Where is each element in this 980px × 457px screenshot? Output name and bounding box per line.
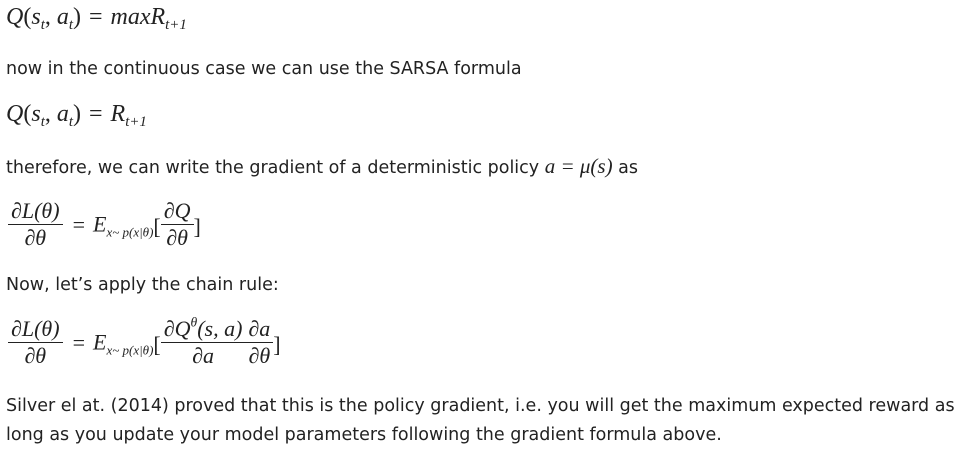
eq3-lhs-fraction bbox=[8, 198, 63, 251]
eq1-comma: , bbox=[44, 4, 51, 30]
eq4-second-fraction bbox=[245, 316, 273, 369]
eq4-right-bracket: ] bbox=[273, 331, 281, 357]
paragraph-deterministic-policy bbox=[6, 152, 638, 183]
eq2-lparen: ( bbox=[23, 101, 32, 127]
eq1-r: R bbox=[150, 4, 166, 30]
eq2-s-sub: t bbox=[40, 114, 45, 131]
eq4-first-fraction bbox=[161, 316, 246, 369]
policy-text-before: therefore, we can write the gradient of a deterministic policy bbox=[6, 158, 545, 178]
equation-chain-rule bbox=[6, 316, 281, 369]
paragraph-continuous-case: now in the continuous case we can use the SARSA formula bbox=[6, 59, 522, 79]
eq4-dq: ∂Q bbox=[163, 316, 191, 341]
paragraph-conclusion bbox=[6, 392, 955, 450]
paragraph-chain-rule: Now, let’s apply the chain rule: bbox=[6, 275, 279, 295]
eq1-a: a bbox=[56, 4, 69, 30]
eq4-first-denominator: ∂a bbox=[161, 342, 246, 369]
eq2-equals: = bbox=[88, 101, 103, 127]
eq3-expectation-sub: x~ p(x|θ) bbox=[106, 224, 154, 240]
eq1-a-sub: t bbox=[68, 17, 73, 34]
eq1-rparen: ) bbox=[72, 4, 81, 30]
eq1-s: s bbox=[31, 4, 41, 30]
equation-q-sarsa bbox=[6, 101, 147, 131]
eq3-right-bracket: ] bbox=[193, 213, 201, 239]
eq3-lhs-numerator: ∂L(θ) bbox=[11, 198, 60, 223]
eq4-lhs-fraction bbox=[8, 316, 63, 369]
eq4-lhs-denominator: ∂θ bbox=[8, 342, 63, 369]
eq1-lparen: ( bbox=[23, 4, 32, 30]
eq4-second-denominator: ∂θ bbox=[245, 342, 273, 369]
eq3-rhs-denominator: ∂θ bbox=[161, 224, 194, 251]
eq2-s: s bbox=[31, 101, 41, 127]
eq4-left-bracket: [ bbox=[153, 331, 161, 357]
eq2-rparen: ) bbox=[72, 101, 81, 127]
eq1-s-sub: t bbox=[40, 17, 45, 34]
policy-text-after: as bbox=[612, 158, 638, 178]
eq4-second-numerator: ∂a bbox=[248, 316, 271, 341]
eq4-theta-sup: θ bbox=[190, 314, 198, 330]
eq2-r-sub: t+1 bbox=[125, 114, 147, 131]
equation-gradient bbox=[6, 198, 201, 251]
eq4-args: (s, a) bbox=[197, 316, 243, 341]
eq4-first-numerator bbox=[161, 316, 246, 342]
eq3-equals: = bbox=[72, 211, 85, 237]
eq4-lhs-numerator: ∂L(θ) bbox=[11, 316, 60, 341]
eq2-q: Q bbox=[6, 101, 24, 127]
policy-inline-math: a = μ(s) bbox=[544, 154, 613, 178]
conclusion-line-2: long as you update your model parameters following the gradient formula above. bbox=[6, 425, 722, 445]
eq2-a: a bbox=[56, 101, 69, 127]
eq3-rhs-numerator: ∂Q bbox=[163, 198, 191, 223]
conclusion-line-1: Silver el at. (2014) proved that this is the policy gradient, i.e. you will get the maximum expected reward as bbox=[6, 396, 955, 416]
eq3-rhs-fraction bbox=[161, 198, 194, 251]
eq1-equals: = bbox=[88, 4, 103, 30]
eq2-r: R bbox=[110, 101, 126, 127]
eq1-q: Q bbox=[6, 4, 24, 30]
eq2-a-sub: t bbox=[68, 114, 73, 131]
eq3-left-bracket: [ bbox=[153, 213, 161, 239]
eq4-equals: = bbox=[72, 329, 85, 355]
eq3-lhs-denominator: ∂θ bbox=[8, 224, 63, 251]
eq4-expectation-sub: x~ p(x|θ) bbox=[106, 342, 154, 358]
eq3-expectation: E bbox=[93, 211, 107, 237]
eq1-max: max bbox=[110, 4, 151, 30]
eq4-expectation: E bbox=[93, 329, 107, 355]
eq2-comma: , bbox=[44, 101, 51, 127]
equation-q-max bbox=[6, 4, 187, 34]
eq1-r-sub: t+1 bbox=[165, 17, 187, 34]
